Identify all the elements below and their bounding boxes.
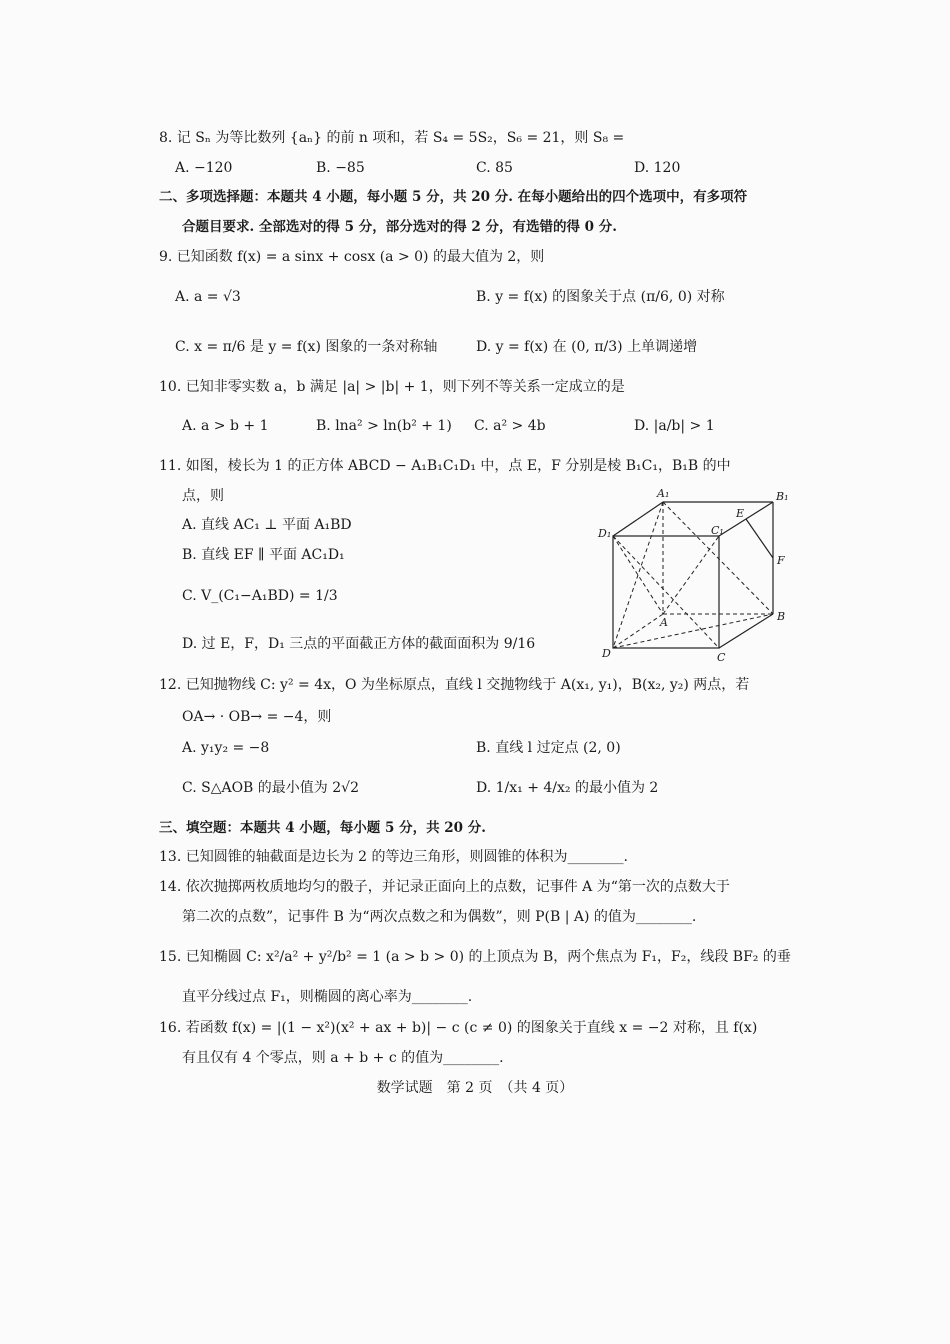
section2-heading-cont: 合题目要求. 全部选对的得 5 分，部分选对的得 2 分，有选错的得 0 分.: [182, 219, 617, 235]
q8-option-b: B. −85: [316, 160, 365, 176]
section3-heading: 三、填空题：本题共 4 小题，每小题 5 分，共 20 分.: [159, 820, 486, 836]
q8-option-c: C. 85: [476, 160, 513, 176]
diagonal-d-b: [613, 614, 773, 648]
q9-option-d: D. y = f(x) 在 (0, π/3) 上单调递增: [476, 339, 698, 355]
q11-option-c: C. V_(C₁−A₁BD) = 1/3: [182, 588, 338, 604]
q11-option-d: D. 过 E，F，D₁ 三点的平面截正方体的截面面积为 9/16: [182, 636, 536, 652]
q10-option-c: C. a² > 4b: [474, 418, 546, 434]
edge-d1-a1: [613, 502, 663, 536]
q10-option-a: A. a > b + 1: [182, 418, 269, 434]
q10-stem: 10. 已知非零实数 a，b 满足 |a| > |b| + 1，则下列不等关系一定成立的是: [159, 379, 625, 395]
q12-option-d: D. 1/x₁ + 4/x₂ 的最小值为 2: [476, 780, 659, 796]
q9-option-a: A. a = √3: [175, 289, 241, 305]
q15-text: 15. 已知椭圆 C: x²/a² + y²/b² = 1 (a > b > 0) 的上顶点为 B，两个焦点为 F₁，F₂，线段 BF₂ 的垂: [159, 949, 791, 965]
label-d: D: [602, 647, 611, 660]
label-a: A: [660, 616, 668, 629]
diagonal-a1-d: [613, 502, 663, 648]
q11-stem: 11. 如图，棱长为 1 的正方体 ABCD − A₁B₁C₁D₁ 中，点 E，F 分别是棱 B₁C₁，B₁B 的中: [159, 458, 731, 474]
diagonal-d1-c: [613, 536, 719, 648]
label-b: B: [777, 610, 786, 623]
label-e: E: [736, 507, 745, 520]
q9-option-b: B. y = f(x) 的图象关于点 (π/6, 0) 对称: [476, 289, 725, 305]
q9-stem: 9. 已知函数 f(x) = a sinx + cosx (a > 0) 的最大值为 2，则: [159, 249, 545, 265]
page-footer: 数学试题 第 2 页 （共 4 页）: [376, 1080, 574, 1096]
q11-option-a: A. 直线 AC₁ ⊥ 平面 A₁BD: [182, 517, 352, 533]
q12-stem: 12. 已知抛物线 C: y² = 4x，O 为坐标原点，直线 l 交抛物线于 A(x₁, y₁)，B(x₂, y₂) 两点，若: [159, 677, 750, 693]
q8-option-d: D. 120: [634, 160, 681, 176]
q12-stem-cont: OA→ · OB→ = −4，则: [182, 709, 332, 725]
q13-text: 13. 已知圆锥的轴截面是边长为 2 的等边三角形，则圆锥的体积为________.: [159, 849, 628, 865]
q14-text-cont: 第二次的点数”，记事件 B 为“两次点数之和为偶数”，则 P(B | A) 的值为________.: [182, 909, 697, 925]
section2-heading: 二、多项选择题：本题共 4 小题，每小题 5 分，共 20 分. 在每小题给出的四个选项中，有多项符: [159, 189, 748, 205]
label-b1: B₁: [776, 490, 789, 503]
q10-option-d: D. |a/b| > 1: [634, 418, 715, 434]
diagonal-a-c1: [663, 536, 719, 614]
q12-option-a: A. y₁y₂ = −8: [182, 740, 270, 756]
edge-c-b: [719, 614, 773, 648]
edge-d-a: [613, 614, 663, 648]
segment-ef: [746, 519, 773, 558]
q8-option-a: A. −120: [175, 160, 233, 176]
label-a1: A₁: [657, 487, 670, 500]
q8-stem: 8. 记 Sₙ 为等比数列 {aₙ} 的前 n 项和，若 S₄ = 5S₂，S₆ = 21，则 S₈ =: [159, 130, 625, 146]
cube-figure: [594, 484, 794, 666]
q15-text-cont: 直平分线过点 F₁，则椭圆的离心率为________.: [182, 989, 473, 1005]
q10-option-b: B. lna² > ln(b² + 1): [316, 418, 452, 434]
q11-option-b: B. 直线 EF ∥ 平面 AC₁D₁: [182, 547, 345, 563]
q11-stem-cont: 点，则: [182, 488, 224, 504]
q16-text: 16. 若函数 f(x) = |(1 − x²)(x² + ax + b)| − c (c ≠ 0) 的图象关于直线 x = −2 对称，且 f(x): [159, 1020, 758, 1036]
q12-option-b: B. 直线 l 过定点 (2, 0): [476, 740, 621, 756]
q14-text: 14. 依次抛掷两枚质地均匀的骰子，并记录正面向上的点数，记事件 A 为“第一次的点数大于: [159, 879, 730, 895]
label-d1: D₁: [598, 527, 612, 540]
label-c: C: [717, 651, 726, 664]
q12-option-c: C. S△AOB 的最小值为 2√2: [182, 780, 359, 796]
q9-option-c: C. x = π/6 是 y = f(x) 图象的一条对称轴: [175, 339, 438, 355]
label-f: F: [777, 554, 785, 567]
q16-text-cont: 有且仅有 4 个零点，则 a + b + c 的值为________.: [182, 1050, 504, 1066]
label-c1: C₁: [711, 524, 724, 537]
diagonal-a1-b: [663, 502, 773, 614]
